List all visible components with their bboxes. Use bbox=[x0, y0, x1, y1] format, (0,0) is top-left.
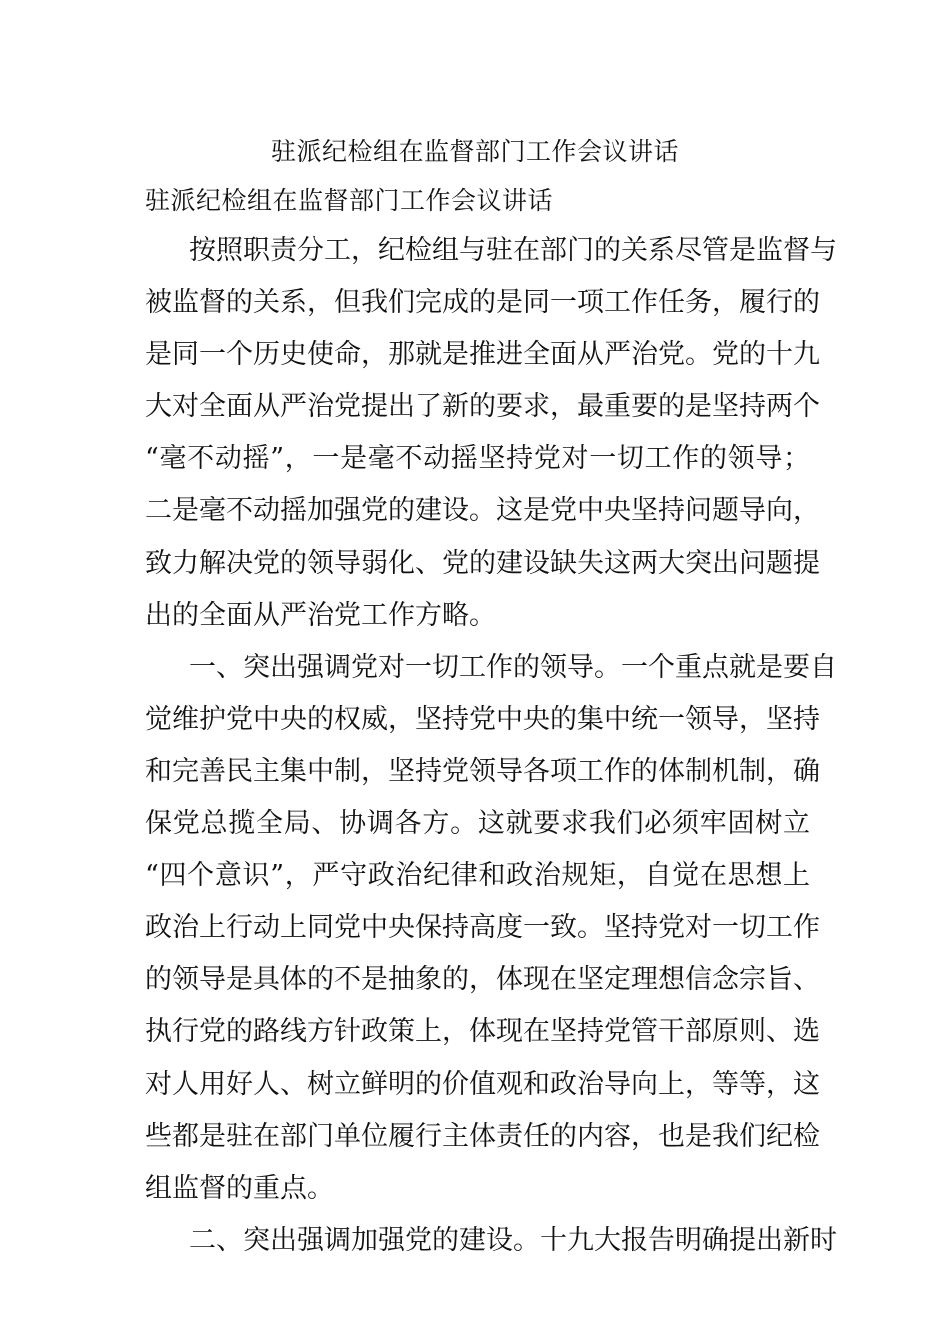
text-line: 对人用好人、树立鲜明的价值观和政治导向上，等等，这 bbox=[145, 1068, 820, 1100]
text-line: 一、突出强调党对一切工作的领导。一个重点就是要自 bbox=[189, 651, 837, 683]
text-line: 二是毫不动摇加强党的建设。这是党中央坚持问题导向， bbox=[145, 495, 820, 527]
text-line: 出的全面从严治党工作方略。 bbox=[145, 599, 496, 631]
paragraph-3 bbox=[145, 1215, 837, 1267]
text-line: 执行党的路线方针政策上，体现在坚持党管干部原则、选 bbox=[145, 1016, 820, 1048]
paragraph-1 bbox=[145, 225, 837, 642]
text-line: 组监督的重点。 bbox=[145, 1172, 334, 1204]
text-line: 些都是驻在部门单位履行主体责任的内容，也是我们纪检 bbox=[145, 1120, 820, 1152]
text-line: 觉维护党中央的权威，坚持党中央的集中统一领导，坚持 bbox=[145, 703, 820, 735]
text-line: 是同一个历史使命，那就是推进全面从严治党。党的十九 bbox=[145, 339, 820, 371]
text-line: 的领导是具体的不是抽象的，体现在坚定理想信念宗旨、 bbox=[145, 964, 820, 996]
text-line: “毫不动摇”，一是毫不动摇坚持党对一切工作的领导； bbox=[145, 443, 810, 475]
text-line: 政治上行动上同党中央保持高度一致。坚持党对一切工作 bbox=[145, 912, 820, 944]
text-line: 保党总揽全局、协调各方。这就要求我们必须牢固树立 bbox=[145, 808, 810, 840]
document-title: 驻派纪检组在监督部门工作会议讲话 bbox=[270, 137, 679, 166]
document-body bbox=[145, 225, 837, 1267]
text-line: 致力解决党的领导弱化、党的建设缺失这两大突出问题提 bbox=[145, 547, 820, 579]
text-line: 二、突出强调加强党的建设。十九大报告明确提出新时 bbox=[189, 1224, 837, 1256]
text-line: 按照职责分工，纪检组与驻在部门的关系尽管是监督与 bbox=[189, 235, 837, 266]
text-line: 和完善民主集中制，坚持党领导各项工作的体制机制，确 bbox=[145, 755, 820, 787]
text-line: 大对全面从严治党提出了新的要求，最重要的是坚持两个 bbox=[145, 391, 820, 423]
text-line: 被监督的关系，但我们完成的是同一项工作任务，履行的 bbox=[145, 287, 820, 319]
paragraph-2 bbox=[145, 642, 837, 1215]
text-line: “四个意识”，严守政治纪律和政治规矩，自觉在思想上 bbox=[145, 860, 810, 892]
document-subtitle: 驻派纪检组在监督部门工作会议讲话 bbox=[145, 186, 554, 215]
